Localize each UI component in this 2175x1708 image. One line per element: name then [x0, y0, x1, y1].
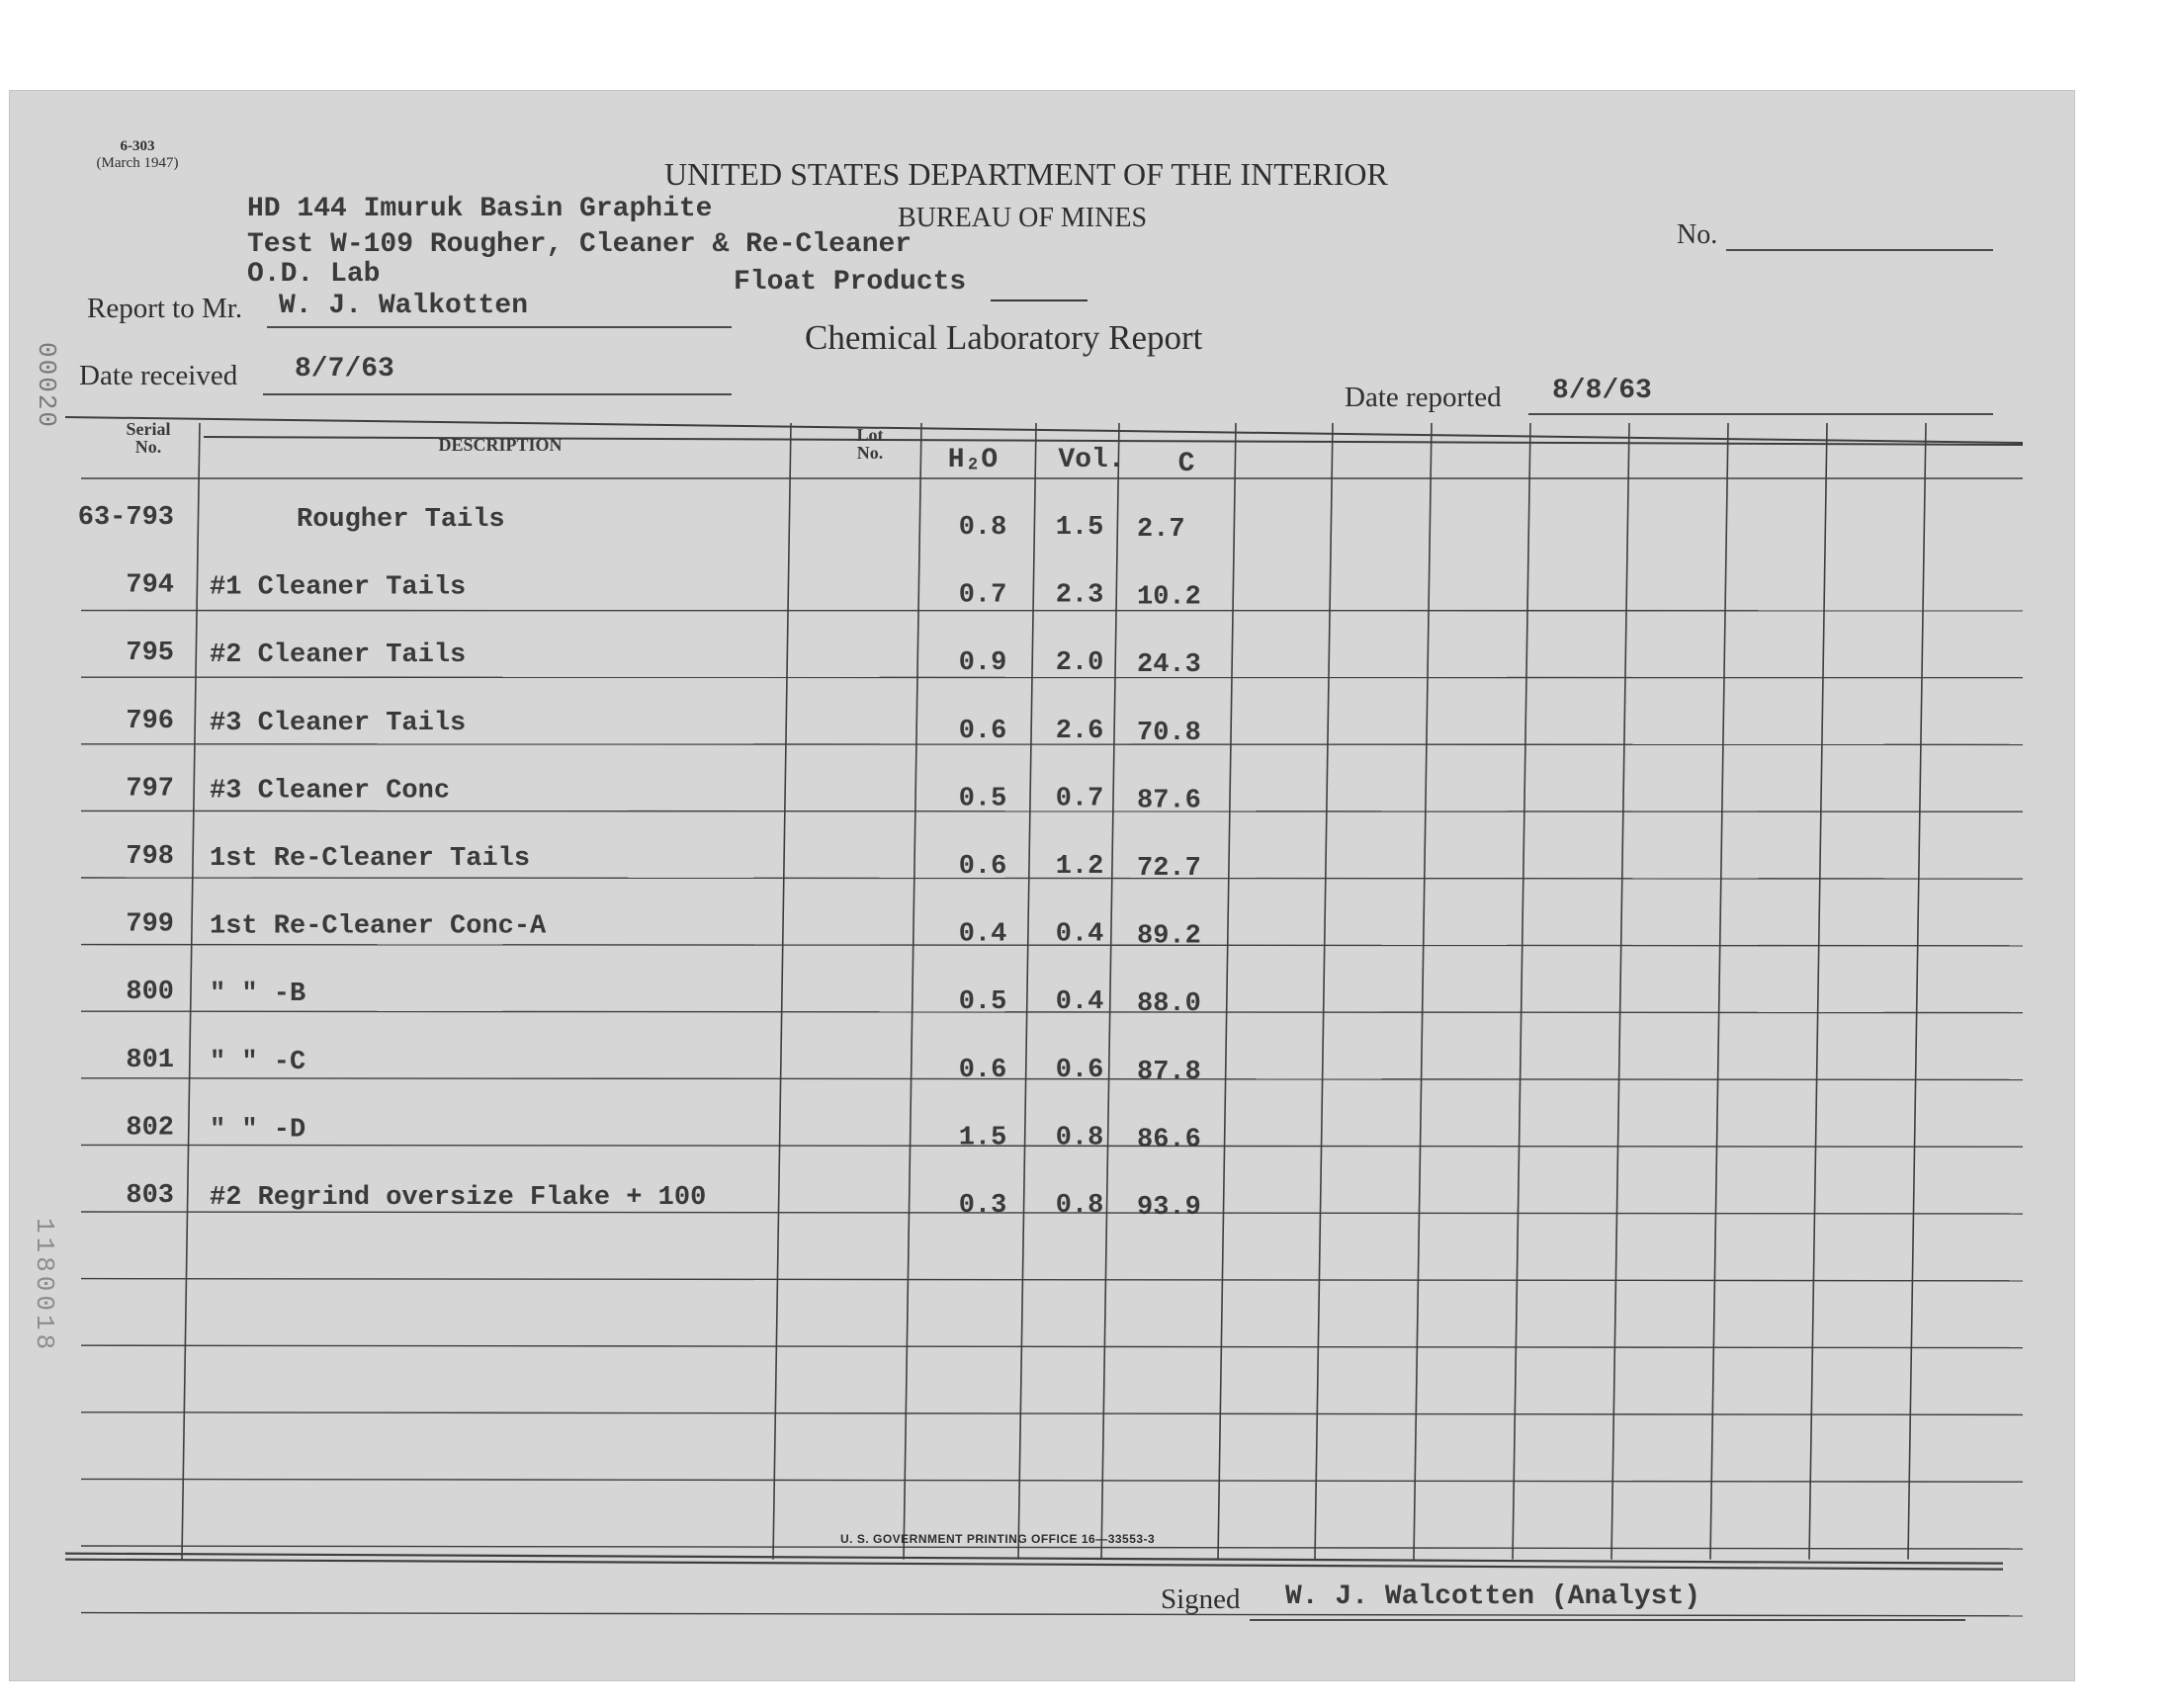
- column-divider-9: [1611, 423, 1629, 1560]
- carbon-cell-0: 2.7: [1137, 515, 1185, 545]
- h2o-cell-9: 1.5: [958, 1123, 1007, 1153]
- project-line-2: Test W-109 Rougher, Cleaner & Re-Cleaner: [247, 229, 913, 260]
- serial-cell-6: 799: [126, 909, 174, 940]
- column-divider-1: [773, 423, 791, 1560]
- h2o-cell-1: 0.7: [958, 580, 1007, 611]
- report-to-value: W. J. Walkotten: [279, 291, 529, 321]
- serial-header-2: No.: [134, 437, 162, 457]
- description-cell-8: " " -C: [210, 1047, 306, 1077]
- serial-cell-7: 800: [126, 978, 174, 1008]
- serial-cell-4: 797: [126, 774, 174, 805]
- date-received-label: Date received: [79, 360, 238, 391]
- description-cell-9: " " -D: [210, 1115, 306, 1146]
- date-reported-value: 8/8/63: [1552, 376, 1652, 406]
- row-divider-6: [81, 945, 2023, 946]
- date-reported-label: Date reported: [1345, 382, 1502, 413]
- column-divider-8: [1513, 423, 1530, 1560]
- h2o-cell-8: 0.6: [958, 1055, 1007, 1085]
- row-divider-11: [81, 1279, 2023, 1281]
- h2o-cell-3: 0.6: [958, 716, 1007, 746]
- vol-cell-6: 0.4: [1055, 919, 1104, 950]
- vol-cell-2: 2.0: [1055, 648, 1104, 679]
- h2o-cell-5: 0.6: [958, 852, 1007, 882]
- description-cell-1: #1 Cleaner Tails: [210, 572, 467, 603]
- form-number: 6-303: [120, 138, 155, 154]
- vol-cell-7: 0.4: [1055, 987, 1104, 1018]
- table-text: [78, 419, 1201, 1223]
- column-divider-10: [1710, 423, 1728, 1560]
- project-line-1: HD 144 Imuruk Basin Graphite: [247, 194, 713, 224]
- table-top-rule: [65, 417, 2023, 443]
- signature-value: W. J. Walcotten (Analyst): [1285, 1581, 1701, 1612]
- report-to-label: Report to Mr.: [87, 293, 243, 324]
- description-cell-6: 1st Re-Cleaner Conc-A: [210, 911, 547, 942]
- carbon-cell-4: 87.6: [1137, 786, 1201, 816]
- h2o-cell-0: 0.8: [958, 513, 1007, 543]
- serial-cell-8: 801: [126, 1045, 174, 1075]
- vol-cell-5: 1.2: [1055, 852, 1104, 882]
- serial-cell-5: 798: [126, 842, 174, 872]
- column-divider-11: [1809, 423, 1827, 1560]
- vol-cell-0: 1.5: [1055, 513, 1104, 543]
- vol-cell-9: 0.8: [1055, 1123, 1104, 1153]
- carbon-cell-1: 10.2: [1137, 582, 1201, 613]
- row-divider-14: [81, 1479, 2023, 1482]
- lot-header-1: Lot: [856, 425, 884, 445]
- row-divider-9: [81, 1145, 2023, 1147]
- vol-cell-3: 2.6: [1055, 716, 1104, 746]
- h2o-cell-6: 0.4: [958, 919, 1007, 950]
- row-divider-12: [81, 1345, 2023, 1347]
- row-divider-13: [81, 1412, 2023, 1415]
- column-divider-0: [182, 423, 200, 1560]
- column-divider-3: [1018, 423, 1036, 1560]
- description-cell-7: " " -B: [210, 980, 306, 1010]
- signature-underline: [1250, 1619, 1965, 1621]
- carbon-cell-6: 89.2: [1137, 921, 1201, 952]
- h2o-cell-4: 0.5: [958, 784, 1007, 814]
- row-divider-3: [81, 744, 2023, 745]
- h2o-cell-2: 0.9: [958, 648, 1007, 679]
- vol-cell-10: 0.8: [1055, 1191, 1104, 1221]
- column-divider-6: [1315, 423, 1333, 1560]
- row-divider-5: [81, 878, 2023, 879]
- date-received-value: 8/7/63: [295, 354, 394, 384]
- serial-cell-9: 802: [126, 1113, 174, 1144]
- column-divider-7: [1414, 423, 1432, 1560]
- carbon-cell-7: 88.0: [1137, 989, 1201, 1020]
- h2o-cell-10: 0.3: [958, 1191, 1007, 1221]
- vol-cell-1: 2.3: [1055, 580, 1104, 611]
- column-divider-12: [1908, 423, 1926, 1560]
- printer-imprint: U. S. GOVERNMENT PRINTING OFFICE 16—33553-3: [840, 1532, 1156, 1546]
- margin-stamp-bottom: 1180018: [30, 1218, 59, 1354]
- row-divider-8: [81, 1078, 2023, 1080]
- department-heading: UNITED STATES DEPARTMENT OF THE INTERIOR: [664, 156, 1388, 192]
- description-cell-4: #3 Cleaner Conc: [210, 776, 451, 807]
- row-divider-15: [81, 1546, 2023, 1549]
- carbon-header: C: [1177, 449, 1195, 479]
- carbon-cell-2: 24.3: [1137, 650, 1201, 681]
- column-divider-2: [904, 423, 921, 1560]
- row-divider-7: [81, 1011, 2023, 1012]
- description-header: DESCRIPTION: [438, 435, 563, 455]
- vol-cell-4: 0.7: [1055, 784, 1104, 814]
- column-divider-4: [1101, 423, 1119, 1560]
- report-number-label: No.: [1677, 219, 1718, 250]
- serial-header-1: Serial: [126, 419, 171, 439]
- vol-header: Vol.: [1058, 445, 1125, 475]
- serial-cell-2: 795: [126, 639, 174, 669]
- description-cell-3: #3 Cleaner Tails: [210, 708, 467, 738]
- description-cell-2: #2 Cleaner Tails: [210, 640, 467, 671]
- lot-header-2: No.: [856, 443, 884, 463]
- project-line-3: O.D. Lab: [247, 259, 381, 290]
- serial-cell-0: 63-793: [77, 503, 174, 533]
- carbon-cell-9: 86.6: [1137, 1125, 1201, 1155]
- carbon-cell-10: 93.9: [1137, 1193, 1201, 1223]
- description-cell-5: 1st Re-Cleaner Tails: [210, 844, 531, 874]
- column-divider-5: [1218, 423, 1236, 1560]
- carbon-cell-5: 72.7: [1137, 854, 1201, 884]
- carbon-cell-8: 87.8: [1137, 1057, 1201, 1087]
- signed-label: Signed: [1161, 1583, 1241, 1615]
- form-edition: (March 1947): [96, 155, 179, 171]
- report-title: Chemical Laboratory Report: [805, 318, 1203, 357]
- description-cell-0: Rougher Tails: [297, 505, 505, 535]
- bureau-heading: BUREAU OF MINES: [898, 203, 1148, 233]
- row-divider-16: [81, 1613, 2023, 1616]
- vol-cell-8: 0.6: [1055, 1055, 1104, 1085]
- serial-cell-1: 794: [126, 570, 174, 601]
- description-cell-10: #2 Regrind oversize Flake + 100: [210, 1183, 707, 1213]
- serial-cell-3: 796: [126, 706, 174, 736]
- project-line-4: Float Products: [734, 267, 967, 298]
- serial-cell-10: 803: [126, 1181, 174, 1211]
- h2o-header: H₂O: [947, 445, 999, 475]
- h2o-cell-7: 0.5: [958, 987, 1007, 1018]
- margin-stamp-top: 00020: [32, 342, 61, 430]
- carbon-cell-3: 70.8: [1137, 718, 1201, 748]
